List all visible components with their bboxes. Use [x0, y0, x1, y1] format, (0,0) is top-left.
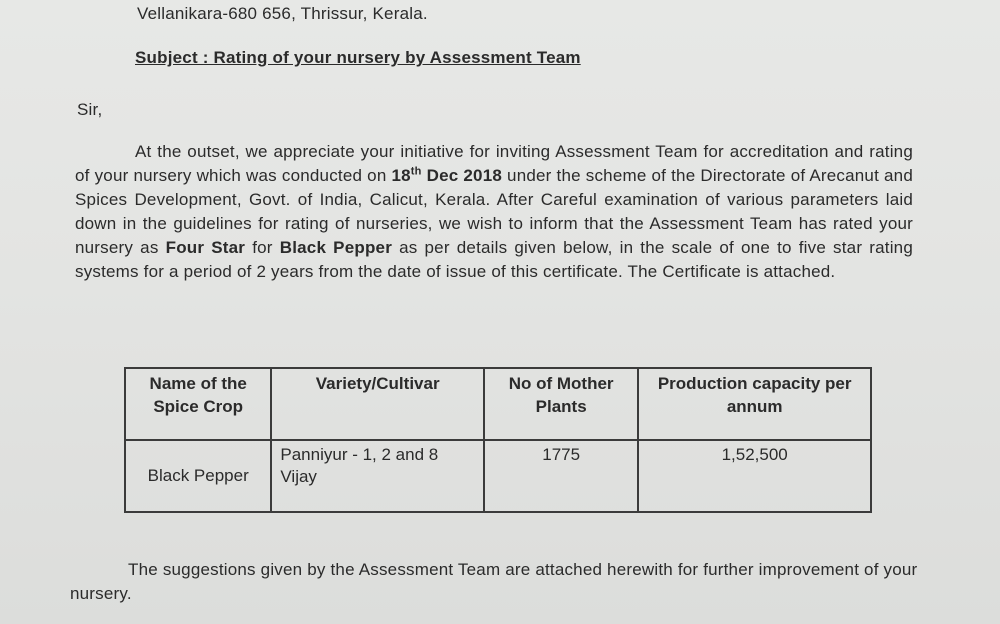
- header-spice-crop: Name of the Spice Crop: [125, 368, 271, 440]
- cell-mother-plants: 1775: [484, 440, 638, 512]
- rated-crop: Black Pepper: [279, 238, 393, 257]
- cell-capacity: 1,52,500: [638, 440, 871, 512]
- header-mother-plants: No of Mother Plants: [484, 368, 638, 440]
- table-header-row: [125, 368, 871, 440]
- cell-crop: Black Pepper: [125, 440, 271, 512]
- subject-line: Subject : Rating of your nursery by Assessment Team: [135, 48, 581, 67]
- variety-line-1: Panniyur - 1, 2 and 8: [280, 445, 439, 464]
- variety-line-2: Vijay: [280, 467, 317, 486]
- header-production-capacity: Production capacity per annum: [638, 368, 871, 440]
- header-variety: Variety/Cultivar: [271, 368, 484, 440]
- para-text-1: At the outset, we appreciate your initiative for inviting Assessment Team for accreditation and rating of your nursery which was conducted on: [75, 142, 913, 185]
- address-line: Vellanikara-680 656, Thrissur, Kerala.: [137, 4, 428, 23]
- salutation: Sir,: [77, 100, 103, 119]
- assessment-date: 18th Dec 2018: [391, 165, 503, 185]
- closing-paragraph: [70, 558, 918, 606]
- rating-table: [124, 367, 872, 513]
- cell-variety: [271, 440, 484, 512]
- star-rating: Four Star: [165, 238, 246, 257]
- para-text-2: under the scheme of the Directorate of Arecanut and Spices Development, Govt. of India, Calicut, Kerala. After Careful examination of various parameters laid down in the guidelines for rating of nurseries, we wish to inform that the Assessment Team has rated your nursery as: [75, 166, 913, 257]
- table-row: [125, 440, 871, 512]
- para-text-4: as per details given below, in the scale of one to five star rating systems for a period of 2 years from the date of issue of this certificate. The Certificate is attached.: [75, 238, 913, 281]
- body-paragraph: [75, 140, 913, 284]
- para-text-3: for: [245, 238, 280, 257]
- closing-text: The suggestions given by the Assessment Team are attached herewith for further improvement of your nursery.: [70, 560, 918, 603]
